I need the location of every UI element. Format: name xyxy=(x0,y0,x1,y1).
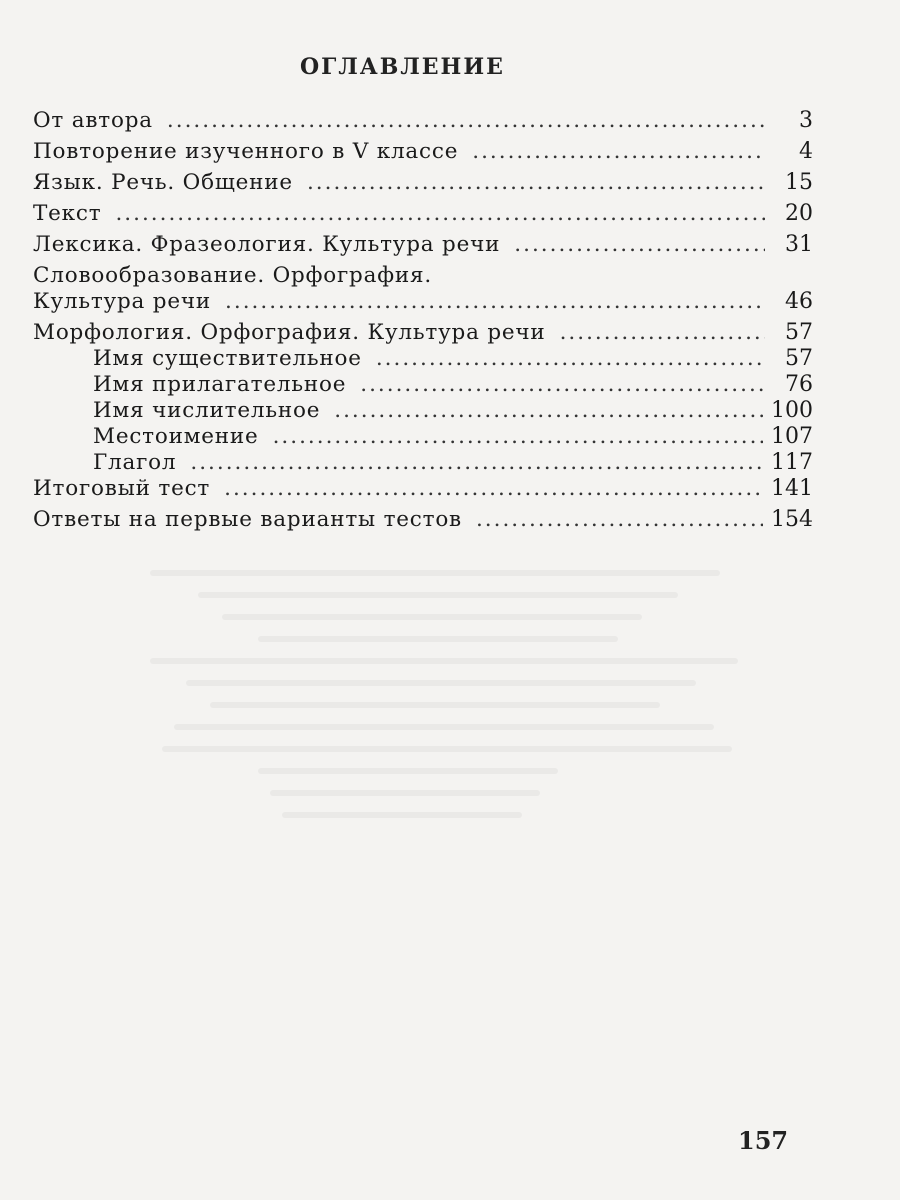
page-number: 157 xyxy=(738,1126,789,1155)
toc-entry-label: Ответы на первые варианты тестов xyxy=(33,507,462,532)
toc-entry-page: 4 xyxy=(799,139,813,164)
toc-subentry[interactable] xyxy=(33,398,813,424)
toc-entry-page: 46 xyxy=(785,289,813,314)
toc-entry-page: 20 xyxy=(785,201,813,226)
toc-entry-label: Местоимение xyxy=(93,424,259,449)
toc-entry-multiline[interactable] xyxy=(33,263,813,315)
leader-dots xyxy=(115,201,765,227)
leader-dots xyxy=(224,476,763,502)
toc-entry-page: 31 xyxy=(785,232,813,257)
toc-entry-label: Текст xyxy=(33,201,102,226)
toc-entry-label: Морфология. Орфография. Культура речи xyxy=(33,320,546,345)
table-of-contents xyxy=(33,108,813,533)
toc-subentry[interactable] xyxy=(33,424,813,450)
leader-dots xyxy=(560,320,765,346)
toc-entry-label: Имя прилагательное xyxy=(93,372,347,397)
leader-dots xyxy=(360,372,765,398)
leader-dots xyxy=(476,507,763,533)
toc-entry-page: 15 xyxy=(785,170,813,195)
toc-entry-page: 57 xyxy=(785,346,813,371)
toc-entry[interactable] xyxy=(33,476,813,502)
toc-entry-label: Имя числительное xyxy=(93,398,321,423)
leader-dots xyxy=(472,139,765,165)
toc-entry[interactable] xyxy=(33,320,813,346)
leader-dots xyxy=(307,170,765,196)
leader-dots xyxy=(376,346,765,372)
toc-subentry[interactable] xyxy=(33,346,813,372)
toc-entry-page: 154 xyxy=(771,507,813,532)
toc-entry[interactable] xyxy=(33,201,813,227)
toc-entry-label: Повторение изученного в V классе xyxy=(33,139,459,164)
show-through-shadow xyxy=(150,570,750,910)
toc-entry-page: 100 xyxy=(771,398,813,423)
toc-entry-label: Язык. Речь. Общение xyxy=(33,170,293,195)
toc-entry-label-line1: Словообразование. Орфография. xyxy=(33,263,432,288)
toc-entry-label: Культура речи xyxy=(33,289,212,314)
toc-entry-page: 117 xyxy=(771,450,813,475)
toc-entry-label: Глагол xyxy=(93,450,177,475)
toc-entry-label: Лексика. Фразеология. Культура речи xyxy=(33,232,501,257)
leader-dots xyxy=(167,108,765,134)
leader-dots xyxy=(273,424,763,450)
toc-entry[interactable] xyxy=(33,170,813,196)
toc-entry-page: 3 xyxy=(799,108,813,133)
toc-subentry[interactable] xyxy=(33,450,813,476)
toc-entry xyxy=(33,289,813,315)
toc-entry-label: От автора xyxy=(33,108,153,133)
toc-entry-label: Итоговый тест xyxy=(33,476,211,501)
leader-dots xyxy=(190,450,763,476)
toc-entry[interactable] xyxy=(33,232,813,258)
toc-entry-page: 76 xyxy=(785,372,813,397)
leader-dots xyxy=(334,398,763,424)
leader-dots xyxy=(514,232,765,258)
toc-entry[interactable] xyxy=(33,139,813,165)
toc-heading: ОГЛАВЛЕНИЕ xyxy=(300,54,505,80)
leader-dots xyxy=(225,289,765,315)
toc-entry-page: 57 xyxy=(785,320,813,345)
toc-entry[interactable] xyxy=(33,108,813,134)
toc-entry-label: Имя существительное xyxy=(93,346,362,371)
toc-entry-page: 141 xyxy=(771,476,813,501)
toc-entry[interactable] xyxy=(33,507,813,533)
toc-entry-page: 107 xyxy=(771,424,813,449)
toc-subentry[interactable] xyxy=(33,372,813,398)
